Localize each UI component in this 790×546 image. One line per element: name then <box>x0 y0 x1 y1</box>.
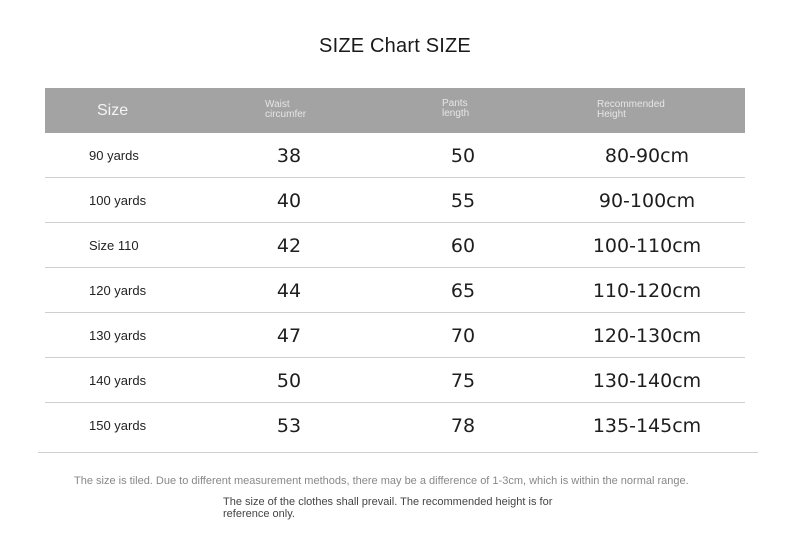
cell-size: 150 yards <box>89 418 147 433</box>
header-height-line2: Height <box>597 109 626 120</box>
cell-size: 140 yards <box>89 373 147 388</box>
table-row <box>45 223 745 268</box>
header-height-line1: Recommended <box>597 99 665 110</box>
cell-size: 120 yards <box>89 283 147 298</box>
table-row <box>45 403 745 448</box>
cell-waist: 42 <box>276 235 302 257</box>
header-height <box>597 100 665 120</box>
header-pants <box>442 99 469 119</box>
table-row <box>45 358 745 403</box>
header-size: Size <box>97 102 129 119</box>
table-row <box>45 178 745 223</box>
cell-size: 130 yards <box>89 328 147 343</box>
cell-waist: 47 <box>276 325 302 347</box>
cell-size: 100 yards <box>89 193 147 208</box>
cell-size: 90 yards <box>89 148 139 163</box>
table-row <box>45 133 745 178</box>
table-row <box>45 313 745 358</box>
header-pants-line2: length <box>442 108 470 119</box>
table-body <box>45 133 745 448</box>
cell-waist: 50 <box>276 370 302 392</box>
cell-size: Size 110 <box>89 238 139 253</box>
cell-waist: 53 <box>276 415 302 437</box>
page-title: SIZE Chart SIZE <box>319 35 471 57</box>
cell-height: 100-110cm <box>592 235 702 257</box>
cell-waist: 38 <box>276 145 302 167</box>
header-waist-line2: circumfer <box>265 109 307 120</box>
cell-pants: 75 <box>450 370 476 392</box>
table-row <box>45 268 745 313</box>
cell-height: 90-100cm <box>598 190 696 212</box>
table-bottom-divider <box>38 452 758 453</box>
cell-waist: 44 <box>276 280 302 302</box>
header-waist <box>265 100 306 120</box>
cell-height: 130-140cm <box>592 370 702 392</box>
header-waist-line1: Waist <box>265 99 290 110</box>
cell-height: 120-130cm <box>592 325 702 347</box>
cell-pants: 65 <box>450 280 476 302</box>
cell-pants: 60 <box>450 235 476 257</box>
cell-pants: 70 <box>450 325 476 347</box>
cell-pants: 78 <box>450 415 476 437</box>
reference-note: The size of the clothes shall prevail. The recommended height is for reference only. <box>223 496 553 520</box>
cell-height: 135-145cm <box>592 415 702 437</box>
cell-pants: 50 <box>450 145 476 167</box>
size-chart-table <box>45 88 745 448</box>
cell-pants: 55 <box>450 190 476 212</box>
cell-waist: 40 <box>276 190 302 212</box>
header-pants-line1: Pants <box>442 98 468 109</box>
measurement-note: The size is tiled. Due to different measurement methods, there may be a difference of 1-3cm, which is within the normal range. <box>74 475 689 487</box>
cell-height: 110-120cm <box>592 280 702 302</box>
table-header <box>45 88 745 133</box>
cell-height: 80-90cm <box>604 145 690 167</box>
